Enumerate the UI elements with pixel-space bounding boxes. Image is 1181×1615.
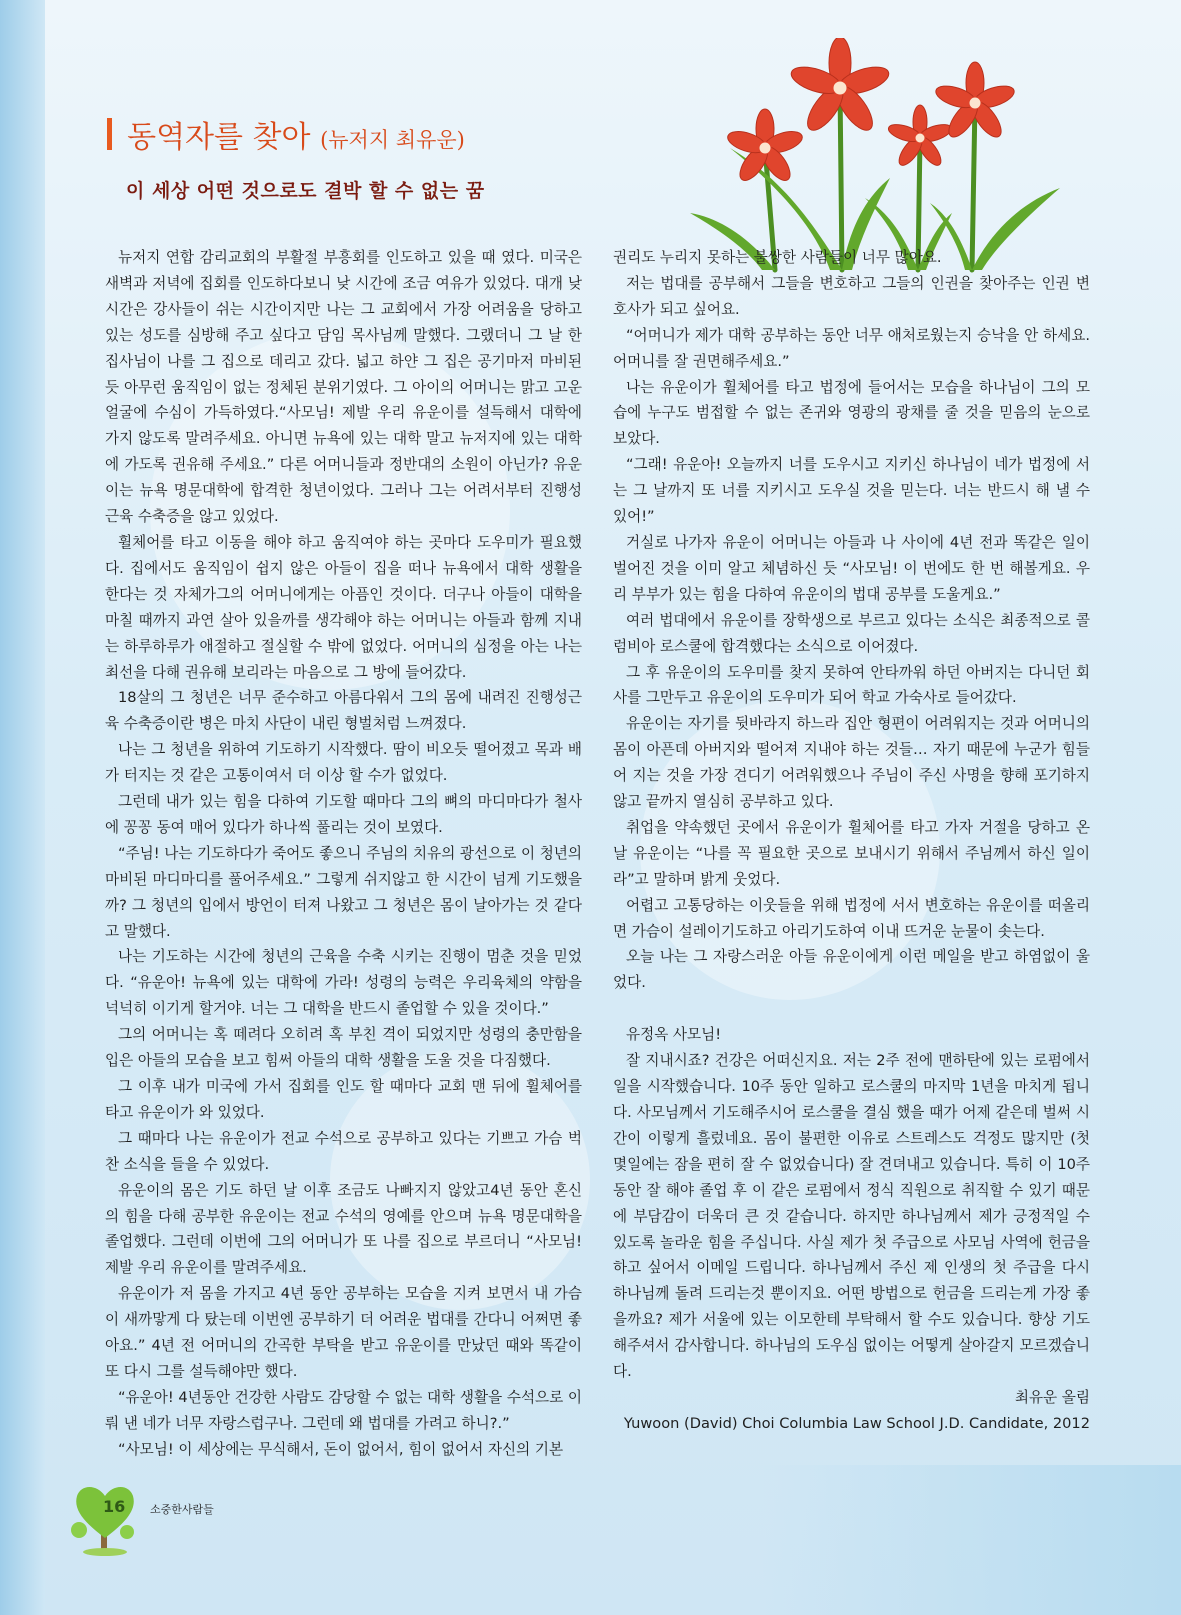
paragraph: 18살의 그 청년은 너무 준수하고 아름다워서 그의 몸에 내려진 진행성근육 수축증이란 병은 마치 사단이 내린 형벌처럼 느껴졌다. (105, 689, 582, 733)
paragraph: 유운이가 저 몸을 가지고 4년 동안 공부하는 모습을 지켜 보면서 내 가슴이 새까맣게 다 탔는데 이번엔 공부하기 더 어려운 법대를 간다니 어쩌면 좋아요.” 4년 전 어머니의 간곡한 부탁을 받고 유운이를 만났던 때와 똑같이 또 다시 그를 설득해야만 했다. (105, 1285, 582, 1380)
magazine-name: 소중한사람들 (150, 1503, 214, 1516)
paragraph: 권리도 누리지 못하는 불쌍한 사람들이 너무 많아요. (613, 249, 942, 266)
paragraph: 그 이후 내가 미국에 가서 집회를 인도 할 때마다 교회 맨 뒤에 휠체어를 타고 유운이가 와 있었다. (105, 1078, 582, 1121)
paragraph: 유운이의 몸은 기도 하던 날 이후 조금도 나빠지지 않았고4년 동안 혼신의 힘을 다해 공부한 유운이는 전교 수석의 영예를 안으며 뉴욕 명문대학을 졸업했다. 그런데 이번에 그의 어머니가 또 나를 집으로 부르더니 “사모님! 제발 우리 유운이를 말려주세요. (105, 1181, 582, 1277)
article-subtitle: 이 세상 어떤 것으로도 결박 할 수 없는 꿈 (126, 180, 485, 202)
paragraph: 휠체어를 타고 이동을 해야 하고 움직여야 하는 곳마다 도우미가 필요했다. 집에서도 움직임이 쉽지 않은 아들이 집을 떠나 뉴욕에서 대학 생활을 한다는 것 자체가그의 어머니에게는 아픔인 것이다. 더구나 아들이 대학을 마칠 때까지 과연 살아 있을까를 생각해야 하는 어머니는 아들과 함께 지내는 하루하루가 애절하고 절실할 수 밖에 없었다. 어머니의 심정을 아는 나는 최선을 다해 권유해 보리라는 마음으로 그 방에 들어갔다. (105, 533, 582, 681)
article-column-left (105, 245, 582, 1463)
paragraph: 유운이는 자기를 뒷바라지 하느라 집안 형편이 어려워지는 것과 어머니의 몸이 아픈데 아버지와 떨어져 지내야 하는 것들… 자기 때문에 누군가 힘들어 지는 것을 가장 견디기 어려워했으나 주님이 주신 사명을 향해 포기하지 않고 끝까지 열심히 공부하고 있다. (613, 715, 1090, 811)
letter-greeting: 유정옥 사모님! (626, 1026, 722, 1044)
left-edge-band (0, 0, 45, 1615)
page-number: 16 (103, 1497, 126, 1516)
signature-korean: 최유운 올림 (1014, 1388, 1090, 1406)
paragraph: 뉴저지 연합 감리교회의 부활절 부흥회를 인도하고 있을 때 였다. 미국은 새벽과 저녁에 집회를 인도하다보니 낮 시간에 조금 여유가 있었다. 대개 낮 시간은 강사들이 쉬는 시간이지만 나는 그 교회에서 가장 어려움을 당하고 있는 성도를 심방해 주고 싶다고 담임 목사님께 말했다. 그랬더니 그 날 한 집사님이 나를 그 집으로 데리고 갔다. 넓고 하얀 그 집은 공기마저 마비된 듯 아무런 움직임이 없는 정체된 분위기였다. 그 아이의 어머니는 맑고 고운 얼굴에 수심이 가득하였다.“사모님! 제발 우리 유운이를 설득해서 대학에 가지 않도록 말려주세요. 아니면 뉴욕에 있는 대학 말고 뉴저지에 있는 대학에 가도록 권유해 주세요.” 다른 어머니들과 정반대의 소원이 아닌가? 유운이는 뉴욕 명문대학에 합격한 청년이었다. 그러나 그는 어려서부터 진행성 근육 수축증을 않고 있었다. (105, 249, 582, 526)
title-text (127, 112, 465, 156)
title-accent-bar (107, 118, 112, 150)
letter-body: 잘 지내시죠? 건강은 어떠신지요. 저는 2주 전에 맨하탄에 있는 로펌에서 일을 시작했습니다. 10주 동안 일하고 로스쿨의 마지막 1년을 마치게 됩니다. 사모님께서 기도해주시어 로스쿨을 결심 했을 때가 어제 같은데 벌써 시간이 이렇게 흘렀네요. 몸이 불편한 이유로 스트레스도 걱정도 많지만 (첫 몇일에는 잠을 편히 잘 수 없었습니다) 잘 견뎌내고 있습니다. 특히 이 10주 동안 잘 해야 졸업 후 이 같은 로펌에서 정식 직원으로 취직할 수 있기 때문에 부담감이 더욱더 큰 것 같습니다. 하지만 하나님께서 제가 긍정적일 수 있도록 놀라운 힘을 주십니다. 사실 제가 첫 주급으로 사모님 사역에 헌금을 하고 싶어서 이메일 드립니다. 하나님께서 주신 제 인생의 첫 주급을 다시 하나님께 돌려 드리는것 뿐이지요. 어떤 방법으로 헌금을 드리는게 가장 좋을까요? 제가 서울에 있는 이모한테 부탁해서 할 수도 있습니다. 향상 기도해주셔서 감사합니다. 하나님의 도우심 없이는 어떻게 살아갈지 모르겠습니다. (613, 1052, 1090, 1381)
paragraph: 나는 기도하는 시간에 청년의 근육을 수축 시키는 진행이 멈춘 것을 믿었다. “유운아! 뉴욕에 있는 대학에 가라! 성령의 능력은 우리육체의 약함을 넉넉히 이기게 할거야. 너는 그 대학을 반드시 졸업할 수 있을 것이다.” (105, 948, 582, 1018)
background-gradient-corner (761, 1465, 1181, 1615)
title-main: 동역자를 찾아 (127, 120, 311, 155)
heart-tree-icon (65, 1478, 145, 1558)
article-column-right (613, 245, 1090, 1437)
paragraph: 여러 법대에서 유운이를 장학생으로 부르고 있다는 소식은 최종적으로 콜럼비아 로스쿨에 합격했다는 소식으로 이어졌다. (613, 611, 1090, 655)
paragraph: 그 후 유운이의 도우미를 찾지 못하여 안타까워 하던 아버지는 다니던 회사를 그만두고 유운이의 도우미가 되어 학교 가숙사로 들어갔다. (613, 663, 1090, 707)
flower-illustration (690, 38, 1090, 273)
paragraph: “사모님! 이 세상에는 무식해서, 돈이 없어서, 힘이 없어서 자신의 기본 (118, 1440, 564, 1458)
paragraph: 취업을 약속했던 곳에서 유운이가 휠체어를 타고 가자 거절을 당하고 온 날 유운이는 “나를 꼭 필요한 곳으로 보내시기 위해서 주님께서 하신 일이라”고 말하며 밝게 웃었다. (613, 818, 1090, 888)
paragraph: 그런데 내가 있는 힘을 다하여 기도할 때마다 그의 뼈의 마디마다가 철사에 꽁꽁 동여 매어 있다가 하나씩 풀리는 것이 보였다. (105, 793, 582, 836)
paragraph: “유운아! 4년동안 건강한 사람도 감당할 수 없는 대학 생활을 수석으로 이뤄 낸 네가 너무 자랑스럽구나. 그런데 왜 법대를 가려고 하니?.” (105, 1388, 582, 1432)
paragraph: 저는 법대를 공부해서 그들을 변호하고 그들의 인권을 찾아주는 인권 변호사가 되고 싶어요. (613, 274, 1090, 318)
article-title (107, 112, 465, 156)
paragraph: “주님! 나는 기도하다가 죽어도 좋으니 주님의 치유의 광선으로 이 청년의 마비된 마디마디를 풀어주세요.” 그렇게 쉬지않고 한 시간이 넘게 기도했을까? 그 청년의 입에서 방언이 터져 나왔고 그 청년은 몸이 날아가는 것 같다고 말했다. (105, 844, 582, 940)
paragraph: 나는 유운이가 휠체어를 타고 법정에 들어서는 모습을 하나님이 그의 모습에 누구도 범접할 수 없는 존귀와 영광의 광채를 줄 것을 믿음의 눈으로 보았다. (613, 378, 1090, 448)
page-footer (65, 1478, 265, 1558)
paragraph: 오늘 나는 그 자랑스러운 아들 유운이에게 이런 메일을 받고 하염없이 울었다. (613, 948, 1090, 992)
paragraph: 거실로 나가자 유운이 어머니는 아들과 나 사이에 4년 전과 똑같은 일이 벌어진 것을 이미 알고 체념하신 듯 “사모님! 이 번에도 한 번 해볼게요. 우리 부부가 있는 힘을 다하여 유운이의 법대 공부를 도울게요.” (613, 533, 1090, 603)
title-subtext: (뉴저지 최유운) (320, 128, 465, 152)
signature-english: Yuwoon (David) Choi Columbia Law School J.D. Candidate, 2012 (623, 1414, 1090, 1432)
paragraph: “그래! 유운아! 오늘까지 너를 도우시고 지키신 하나님이 네가 법정에 서는 그 날까지 또 너를 지키시고 도우실 것을 믿는다. 너는 반드시 해 낼 수 있어!” (613, 456, 1090, 526)
paragraph: 그의 어머니는 혹 떼려다 오히려 혹 부친 격이 되었지만 성령의 충만함을 입은 아들의 모습을 보고 힘써 아들의 대학 생활을 도울 것을 다짐했다. (105, 1026, 582, 1070)
paragraph: 그 때마다 나는 유운이가 전교 수석으로 공부하고 있다는 기쁘고 가슴 벅찬 소식을 들을 수 있었다. (105, 1129, 582, 1173)
paragraph: 어렵고 고통당하는 이웃들을 위해 법정에 서서 변호하는 유운이를 떠올리면 가슴이 설레이기도하고 아리기도하여 이내 뜨거운 눈물이 솟는다. (613, 896, 1090, 940)
paragraph: 나는 그 청년을 위하여 기도하기 시작했다. 땀이 비오듯 떨어졌고 목과 배가 터지는 것 같은 고통이여서 더 이상 할 수가 없었다. (105, 741, 582, 785)
paragraph: “어머니가 제가 대학 공부하는 동안 너무 애처로웠는지 승낙을 안 하세요. 어머니를 잘 권면해주세요.” (613, 326, 1090, 370)
